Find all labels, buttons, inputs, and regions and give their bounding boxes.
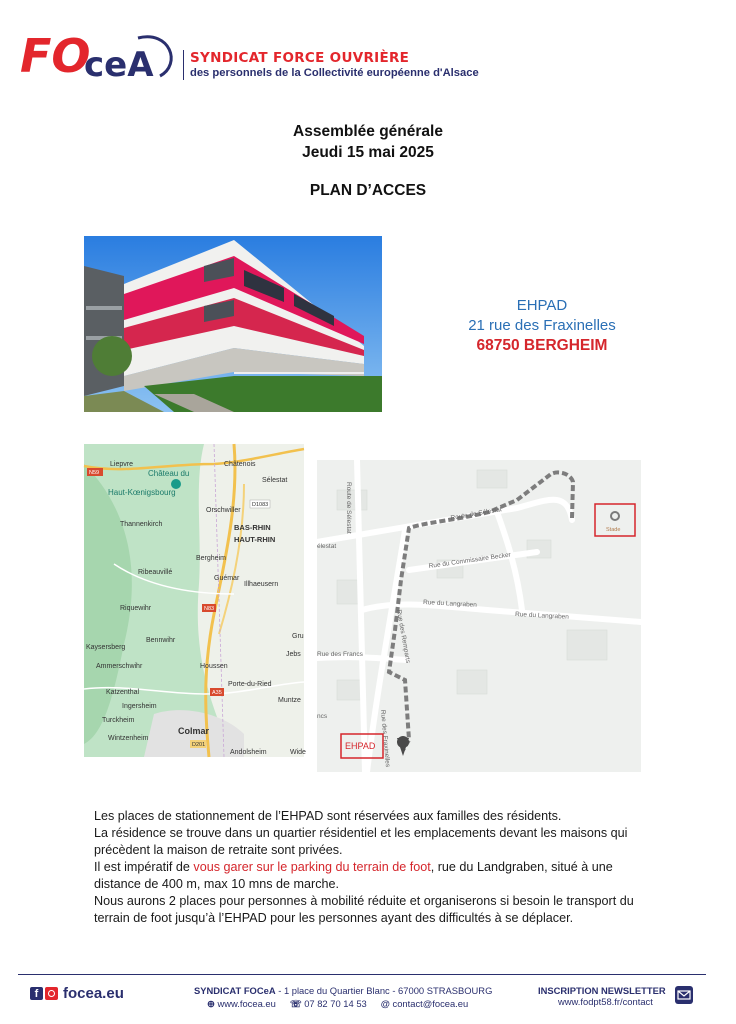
- label-illhaeusern: Illhaeusern: [244, 581, 279, 588]
- paragraph-parking-reserved: Les places de stationnement de l’EHPAD sont réservées aux familles des résidents.: [94, 809, 562, 823]
- label-orschwiller: Orschwiller: [206, 507, 241, 514]
- paragraph-reduced-mobility: Nous aurons 2 places pour personnes à mobilité réduite et organiserons si besoin le transport du terrain de foot jusqu’à l’EHPAD pour les personnes ayant des difficultés à se déplacer.: [94, 894, 634, 925]
- label-route-selestat2: Route de Sélestat: [450, 506, 503, 522]
- label-langraben2: Rue du Langraben: [514, 611, 570, 621]
- label-bennwihr: Bennwihr: [146, 637, 176, 644]
- label-a35: A35: [212, 690, 222, 696]
- org-name: SYNDICAT FORCE OUVRIÈRE: [190, 50, 410, 66]
- label-langraben1: Rue du Langraben: [422, 599, 478, 609]
- label-route-selestat: Route de Sélestat: [345, 482, 352, 534]
- focea-logo: [20, 24, 180, 85]
- label-bergheim: Bergheim: [196, 555, 226, 562]
- region-map: [84, 444, 304, 757]
- label-wide: Wide: [290, 749, 306, 756]
- ehpad-building-photo: [84, 236, 382, 412]
- mail-icon[interactable]: [675, 986, 693, 1004]
- title-date: Jeudi 15 mai 2025: [302, 144, 434, 161]
- label-thannenkirch: Thannenkirch: [120, 521, 163, 528]
- label-fraxinelles: Rue des Fraxinelles: [379, 709, 391, 768]
- label-kaysersberg: Kaysersberg: [86, 644, 126, 651]
- footer-org: SYNDICAT FOCeA - 1 place du Quartier Blanc - 67000 STRASBOURG: [194, 985, 493, 996]
- globe-icon: ⊕: [207, 998, 215, 1009]
- label-ingersheim: Ingersheim: [122, 703, 157, 710]
- label-muntze: Muntze: [278, 697, 301, 704]
- paragraph-private-spaces: La résidence se trouve dans un quartier résidentiel et les emplacements devant les maisons qui précèdent la maison de retraite sont privées.: [94, 826, 628, 857]
- label-wintzenheim: Wintzenheim: [108, 735, 149, 742]
- label-selestat-short: élestat: [317, 543, 337, 550]
- access-instructions: [94, 808, 654, 927]
- label-n59: N59: [89, 470, 100, 476]
- paragraph-parking-foot: Il est impératif de vous garer sur le parking du terrain de foot, rue du Landgraben, situé à une distance de 400 m, max 10 mns de marche.: [94, 860, 613, 891]
- label-ncs: ncs: [317, 713, 328, 720]
- label-commissaire: Rue du Commissaire Becker: [428, 551, 512, 570]
- label-ammerschwihr: Ammerschwihr: [96, 663, 143, 670]
- instagram-icon[interactable]: [45, 987, 58, 1000]
- label-remparts: Rue des Remparts: [395, 609, 412, 664]
- label-riquewihr: Riquewihr: [120, 605, 152, 612]
- label-colmar: Colmar: [178, 726, 210, 736]
- label-selestat: Sélestat: [262, 477, 288, 484]
- parking-highlight: vous garer sur le parking du terrain de foot: [193, 860, 431, 874]
- street-map: [317, 460, 641, 772]
- footer-site[interactable]: focea.eu: [63, 985, 124, 1002]
- address-city: 68750 BERGHEIM: [476, 337, 608, 354]
- label-bas-rhin: BAS-RHIN: [234, 523, 271, 532]
- label-d1083: D1083: [252, 502, 269, 508]
- label-chatenois: Châtenois: [224, 461, 256, 468]
- footer-social: [30, 985, 124, 1002]
- label-porte: Porte-du-Ried: [228, 681, 272, 688]
- facebook-icon[interactable]: f: [30, 987, 43, 1000]
- newsletter-url[interactable]: www.fodpt58.fr/contact: [558, 996, 653, 1007]
- label-chateau: Château du: [148, 469, 190, 478]
- at-icon: @: [380, 998, 390, 1009]
- phone-icon: ☏: [289, 998, 302, 1009]
- org-subtitle: des personnels de la Collectivité européenne d'Alsace: [190, 67, 479, 79]
- label-liepvre: Liepvre: [110, 461, 133, 468]
- header-divider: [183, 50, 184, 80]
- label-francs: Rue des Francs: [317, 651, 363, 658]
- footer-web[interactable]: ⊕ www.focea.eu: [207, 998, 276, 1009]
- address-street: 21 rue des Fraxinelles: [468, 317, 616, 334]
- label-turckheim: Turckheim: [102, 717, 135, 724]
- label-ehpad: EHPAD: [345, 741, 376, 751]
- footer-email[interactable]: @ contact@focea.eu: [380, 998, 469, 1009]
- label-jebs: Jebs: [286, 651, 301, 658]
- label-andolsheim: Andolsheim: [230, 749, 267, 756]
- label-guemar: Guémar: [214, 575, 240, 582]
- label-katzenthal: Katzenthal: [106, 689, 140, 696]
- footer-divider: [18, 974, 706, 975]
- title-event: Assemblée générale: [293, 123, 443, 140]
- label-gru: Gru: [292, 633, 304, 640]
- footer-contacts: [207, 998, 468, 1010]
- title-plan: PLAN D’ACCES: [309, 182, 427, 199]
- label-d201: D201: [192, 742, 206, 748]
- logo-cea: ceA: [84, 45, 154, 85]
- label-n83: N83: [204, 606, 215, 612]
- label-ribeauville: Ribeauvillé: [138, 569, 173, 576]
- logo-fo: FO: [20, 29, 91, 83]
- label-stade: Stade: [606, 527, 621, 533]
- address-name: EHPAD: [516, 297, 568, 314]
- label-haut-rhin: HAUT-RHIN: [234, 535, 276, 544]
- newsletter-title: INSCRIPTION NEWSLETTER: [538, 985, 666, 996]
- label-houssen: Houssen: [200, 663, 228, 670]
- label-chateau2: Haut-Kœnigsbourg: [108, 488, 176, 497]
- footer-phone[interactable]: ☏ 07 82 70 14 53: [289, 998, 367, 1009]
